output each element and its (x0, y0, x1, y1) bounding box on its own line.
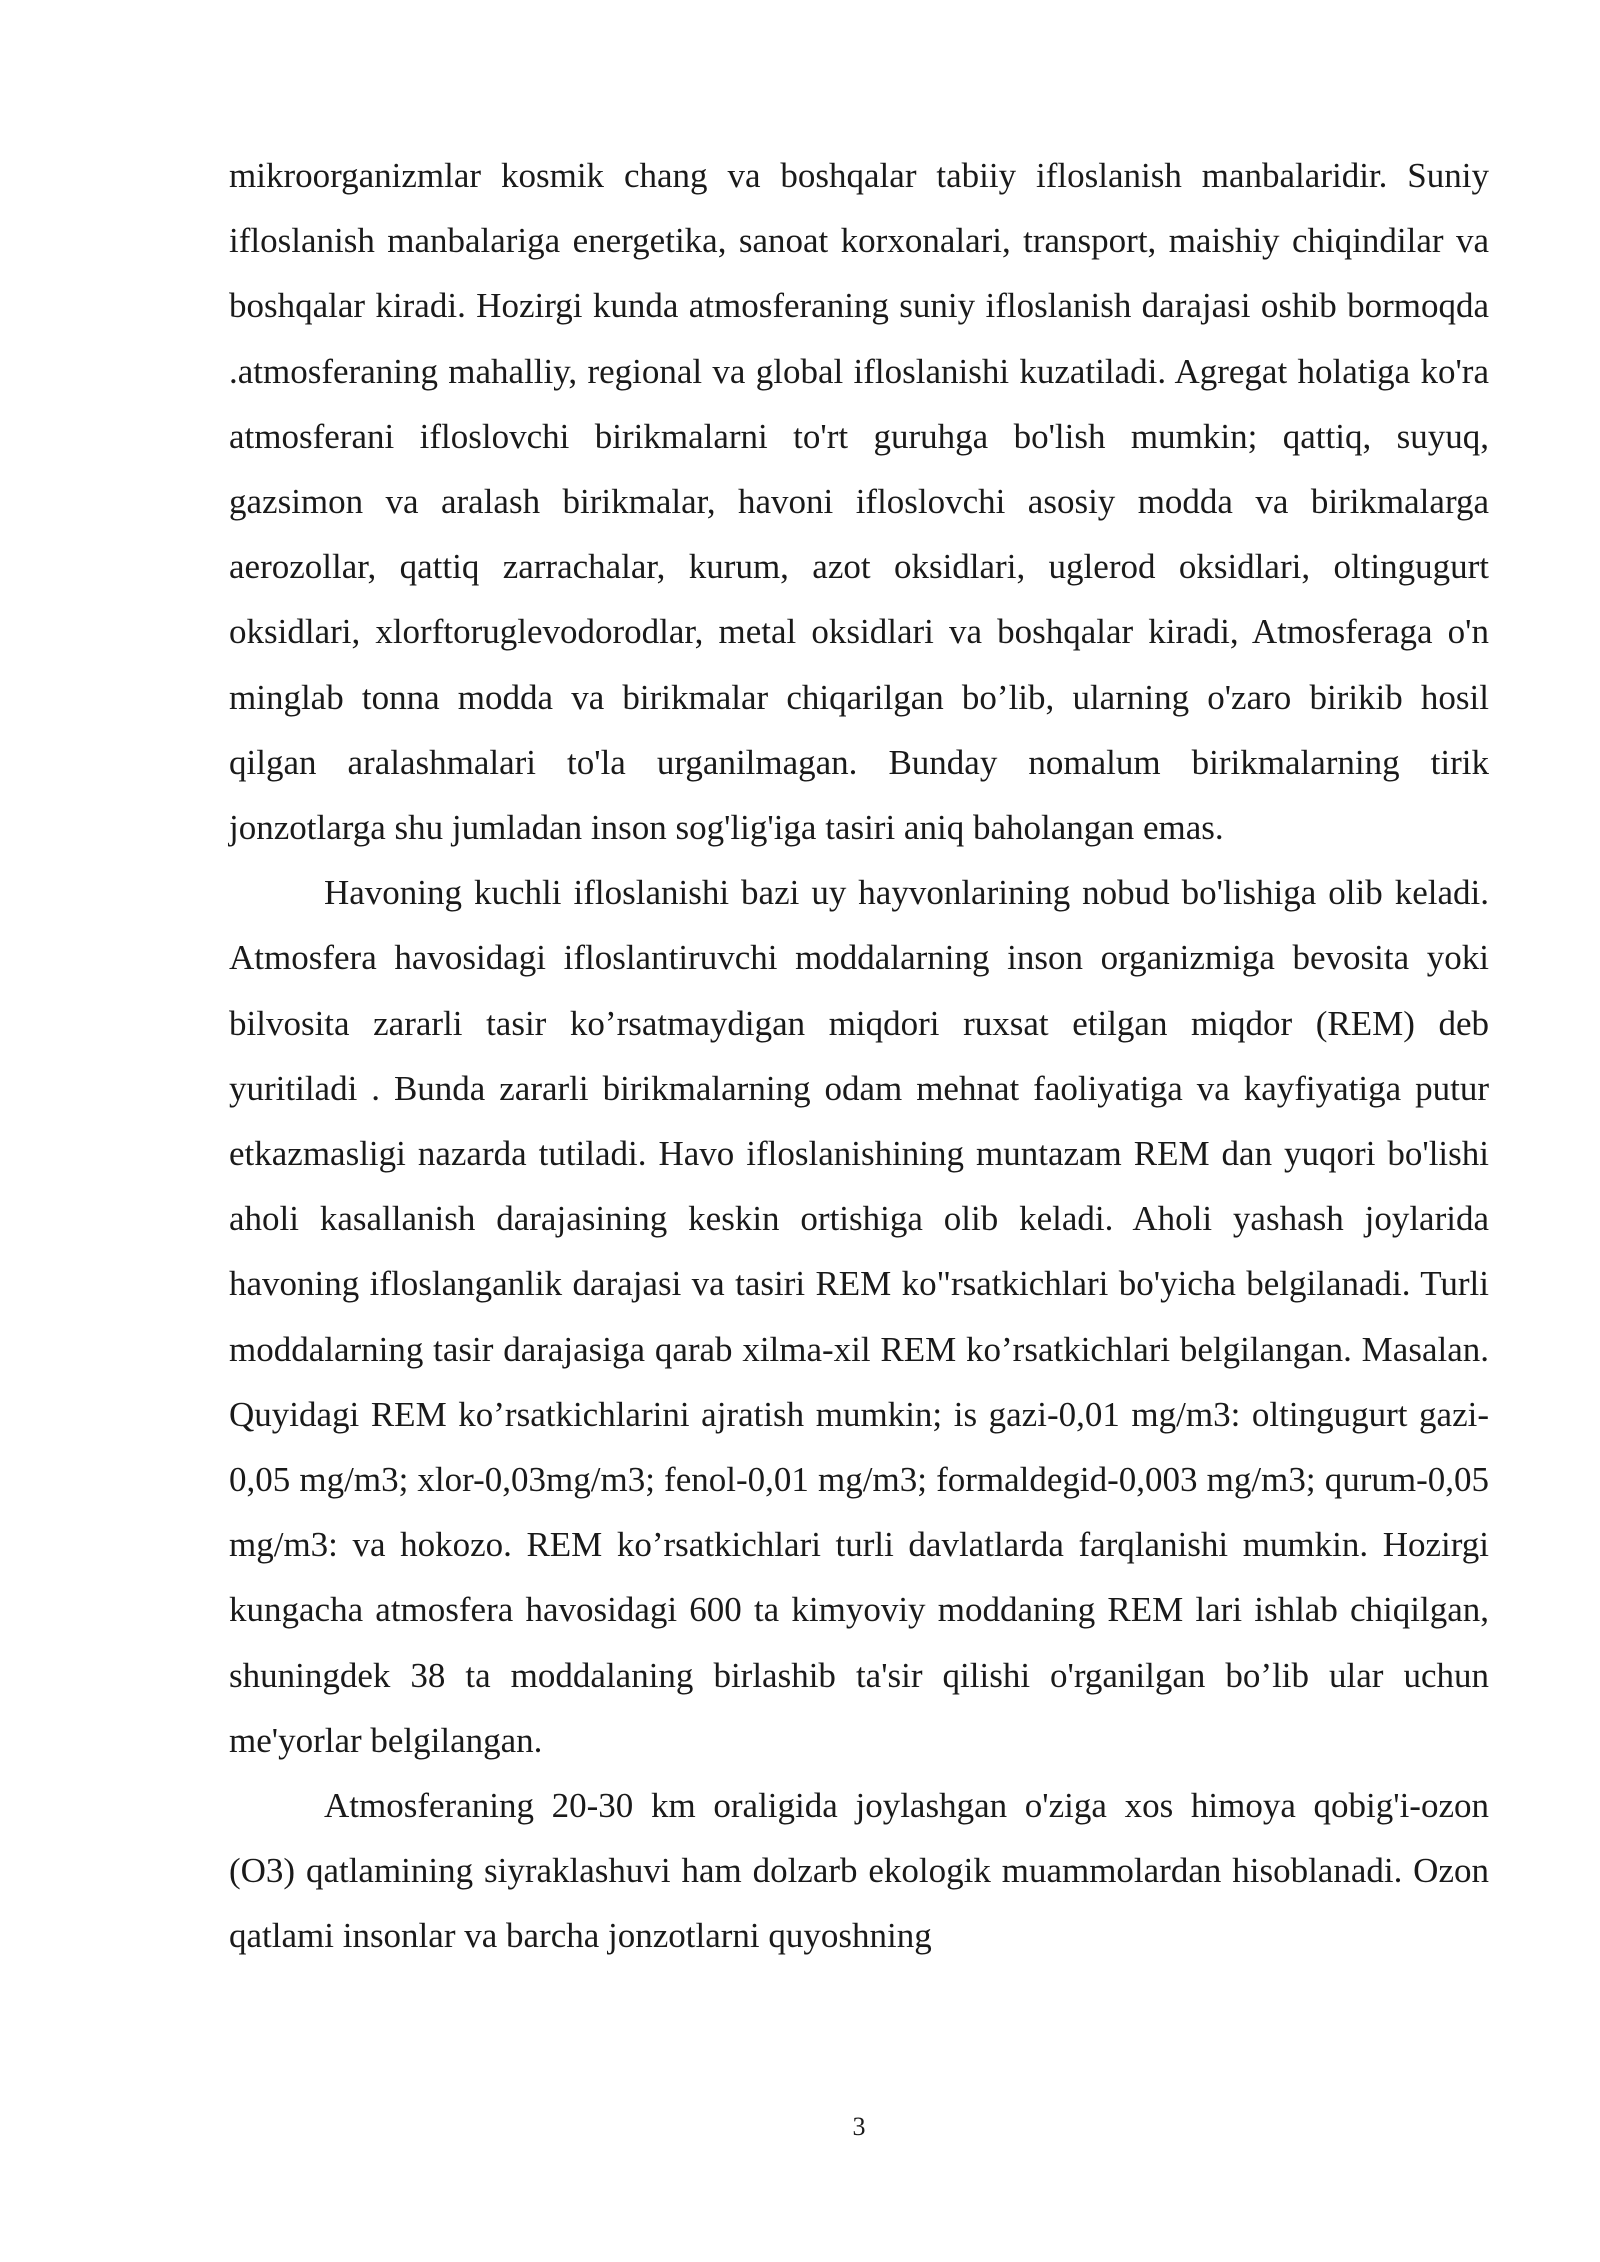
body-text (229, 143, 1489, 1969)
paragraph-3: Atmosferaning 20-30 km oraligida joylashgan o'ziga xos himoya qobig'i-ozon (O3) qatlamining siyraklashuvi ham dolzarb ekologik muammolardan hisoblanadi. Ozon qatlami insonlar va barcha jonzotlarni quyoshning (229, 1786, 1489, 1956)
paragraph-1: mikroorganizmlar kosmik chang va boshqalar tabiiy ifloslanish manbalaridir. Suniy ifloslanish manbalariga energetika, sanoat korxonalari, transport, maishiy chiqindilar va boshqalar kiradi. Hozirgi kunda atmosferaning suniy ifloslanish darajasi oshib bormoqda .atmosferaning mahalliy, regional va global ifloslanishi kuzatiladi. Agregat holatiga ko'ra atmosferani ifloslovchi birikmalarni to'rt guruhga bo'lish mumkin; qattiq, suyuq, gazsimon va aralash birikmalar, havoni ifloslovchi asosiy modda va birikmalarga aerozollar, qattiq zarrachalar, kurum, azot oksidlari, uglerod oksidlari, oltingugurt oksidlari, xlorftoruglevodorodlar, metal oksidlari va boshqalar kiradi, Atmosferaga o'n minglab tonna modda va birikmalar chiqarilgan bo’lib, ularning o'zaro birikib hosil qilgan aralashmalari to'la urganilmagan. Bunday nomalum birikmalarning tirik jonzotlarga shu jumladan inson sog'lig'iga tasiri aniq baholangan emas. (229, 156, 1489, 848)
page-number: 3 (852, 2112, 866, 2141)
paragraph-2: Havoning kuchli ifloslanishi bazi uy hayvonlarining nobud bo'lishiga olib keladi. Atmosfera havosidagi ifloslantiruvchi moddalarning inson organizmiga bevosita yoki bilvosita zararli tasir ko’rsatmaydigan miqdori ruxsat etilgan miqdor (REM) deb yuritiladi . Bunda zararli birikmalarning odam mehnat faoliyatiga va kayfiyatiga putur etkazmasligi nazarda tutiladi. Havo ifloslanishining muntazam REM dan yuqori bo'lishi aholi kasallanish darajasining keskin ortishiga olib keladi. Aholi yashash joylarida havoning ifloslanganlik darajasi va tasiri REM ko"rsatkichlari bo'yicha belgilanadi. Turli moddalarning tasir darajasiga qarab xilma-xil REM ko’rsatkichlari belgilangan. Masalan. Quyidagi REM ko’rsatkichlarini ajratish mumkin; is gazi-0,01 mg/m3: oltingugurt gazi-0,05 mg/m3; xlor-0,03mg/m3; fenol-0,01 mg/m3; formaldegid-0,003 mg/m3; qurum-0,05 mg/m3: va hokozo. REM ko’rsatkichlari turli davlatlarda farqlanishi mumkin. Hozirgi kungacha atmosfera havosidagi 600 ta kimyoviy moddaning REM lari ishlab chiqilgan, shuningdek 38 ta moddalaning birlashib ta'sir qilishi o'rganilgan bo’lib ular uchun me'yorlar belgilangan. (229, 873, 1489, 1760)
